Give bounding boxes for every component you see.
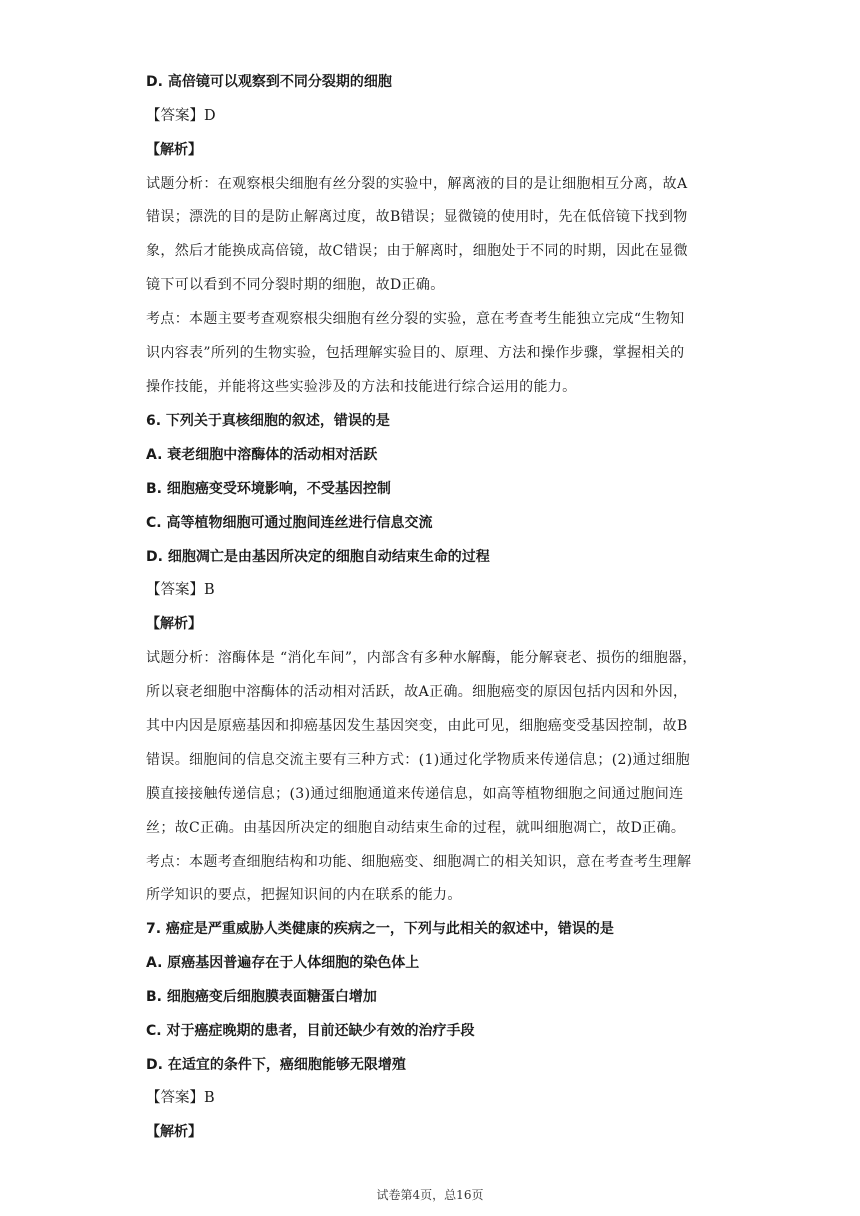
q5-kaodian-line: 操作技能，并能将这些实验涉及的方法和技能进行综合运用的能力。 [146, 379, 577, 395]
q6-answer: 【答案】B [146, 582, 215, 598]
q7-answer: 【答案】B [146, 1090, 215, 1106]
q6-option-a: A. 衰老细胞中溶酶体的活动相对活跃 [146, 447, 378, 463]
q5-analysis-line: 错误；漂洗的目的是防止解离过度，故B错误；显微镜的使用时，先在低倍镜下找到物 [146, 209, 688, 225]
q6-option-d: D. 细胞凋亡是由基因所决定的细胞自动结束生命的过程 [146, 549, 490, 565]
q7-option-d: D. 在适宜的条件下，癌细胞能够无限增殖 [146, 1057, 406, 1073]
q6-analysis-line: 膜直接接触传递信息；(3)通过细胞通道来传递信息，如高等植物细胞之间通过胞间连 [146, 786, 684, 802]
q6-analysis-line: 其中内因是原癌基因和抑癌基因发生基因突变，由此可见，细胞癌变受基因控制，故B [146, 718, 688, 734]
q6-option-c: C. 高等植物细胞可通过胞间连丝进行信息交流 [146, 515, 433, 531]
q6-kaodian-line: 所学知识的要点，把握知识间的内在联系的能力。 [146, 887, 462, 903]
q6-analysis-line: 丝；故C正确。由基因所决定的细胞自动结束生命的过程，就叫细胞凋亡，故D正确。 [146, 820, 686, 836]
q5-analysis-label: 【解析】 [146, 142, 202, 158]
q6-option-b: B. 细胞癌变受环境影响，不受基因控制 [146, 481, 391, 497]
page-footer: 试卷第4页，总16页 [376, 1188, 484, 1202]
q5-kaodian-line: 考点：本题主要考查观察根尖细胞有丝分裂的实验，意在考查考生能独立完成“生物知 [146, 311, 685, 327]
q5-analysis-line: 镜下可以看到不同分裂时期的细胞，故D正确。 [146, 277, 445, 293]
q6-analysis-line: 错误。细胞间的信息交流主要有三种方式：(1)通过化学物质来传递信息；(2)通过细胞 [146, 752, 691, 768]
q7-option-c: C. 对于癌症晚期的患者，目前还缺少有效的治疗手段 [146, 1023, 475, 1039]
q5-answer: 【答案】D [146, 108, 216, 124]
q7-analysis-label: 【解析】 [146, 1124, 202, 1140]
q7-option-b: B. 细胞癌变后细胞膜表面糖蛋白增加 [146, 989, 377, 1005]
q7-stem: 7. 癌症是严重威胁人类健康的疾病之一，下列与此相关的叙述中，错误的是 [146, 921, 614, 937]
q7-option-a: A. 原癌基因普遍存在于人体细胞的染色体上 [146, 955, 420, 971]
q6-analysis-line: 试题分析：溶酶体是 “消化车间”，内部含有多种水解酶，能分解衰老、损伤的细胞器， [146, 650, 697, 666]
q5-kaodian-line: 识内容表”所列的生物实验，包括理解实验目的、原理、方法和操作步骤，掌握相关的 [146, 345, 685, 361]
q6-kaodian-line: 考点：本题考查细胞结构和功能、细胞癌变、细胞凋亡的相关知识，意在考查考生理解 [146, 854, 692, 870]
q6-stem: 6. 下列关于真核细胞的叙述，错误的是 [146, 413, 390, 429]
q6-analysis-line: 所以衰老细胞中溶酶体的活动相对活跃，故A正确。细胞癌变的原因包括内因和外因， [146, 684, 688, 700]
q5-analysis-line: 象，然后才能换成高倍镜，故C错误；由于解离时，细胞处于不同的时期，因此在显微 [146, 243, 689, 259]
q5-option-d: D. 高倍镜可以观察到不同分裂期的细胞 [146, 74, 392, 90]
q5-analysis-line: 试题分析：在观察根尖细胞有丝分裂的实验中，解离液的目的是让细胞相互分离，故A [146, 176, 688, 192]
q6-analysis-label: 【解析】 [146, 616, 202, 632]
